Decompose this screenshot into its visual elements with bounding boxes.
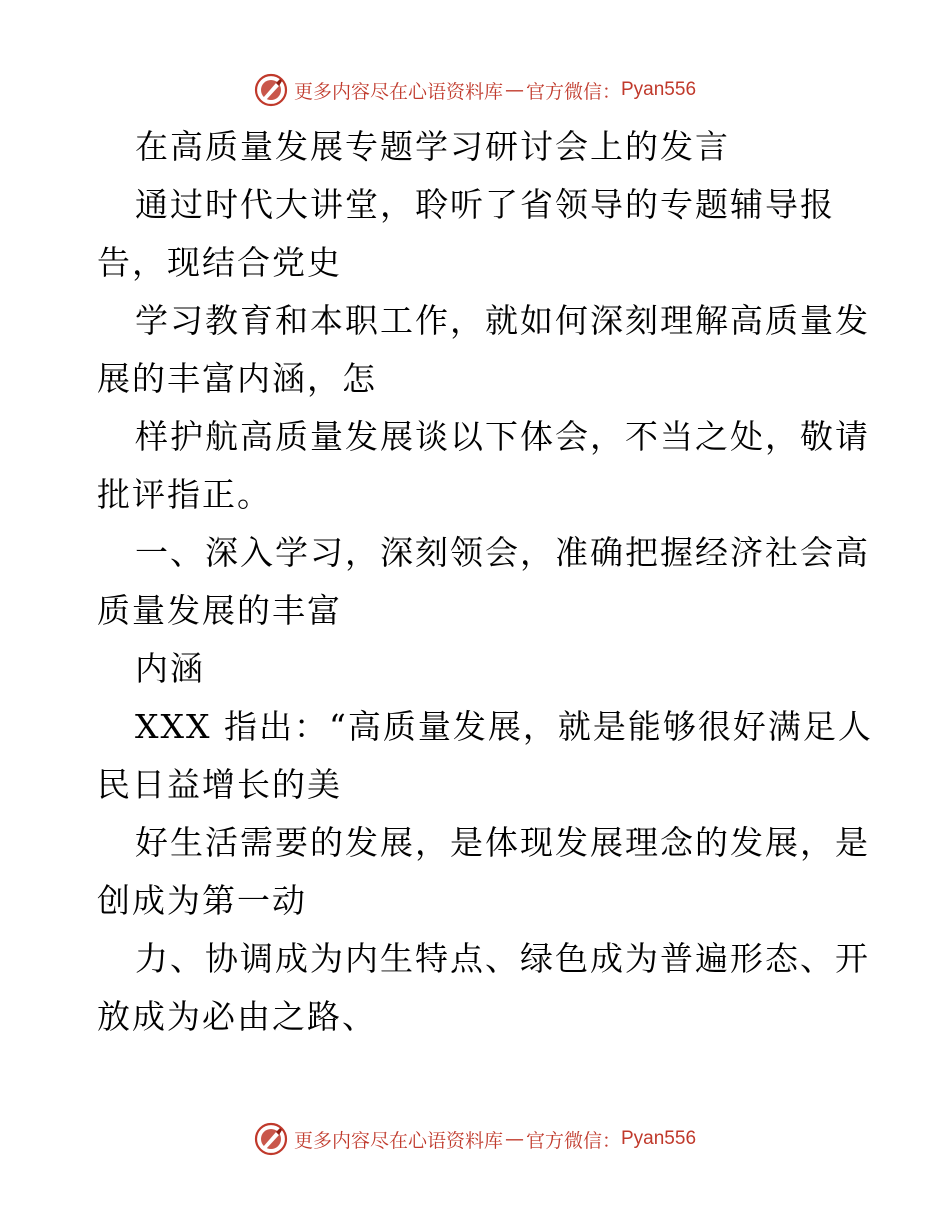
pen-logo-icon xyxy=(254,73,288,107)
header-watermark-banner xyxy=(0,70,950,110)
banner-wechat-label: 官方微信： xyxy=(525,1129,621,1152)
document-title: 在高质量发展专题学习研讨会上的发言 xyxy=(135,127,730,166)
paragraph-line: 民日益增长的美 xyxy=(97,765,342,804)
section-heading-line: 质量发展的丰富 xyxy=(97,591,342,630)
paragraph-line: 放成为必由之路、 xyxy=(97,997,377,1036)
paragraph-line: XXX 指出：“高质量发展，就是能够很好满足人 xyxy=(135,707,873,746)
banner-dash: — xyxy=(504,79,524,101)
banner-dash: — xyxy=(504,1128,524,1150)
banner-wechat-id: Pyan556 xyxy=(621,79,697,100)
banner-wechat-label: 官方微信： xyxy=(525,80,621,103)
pen-logo-icon xyxy=(254,1122,288,1156)
banner-promo-text: 更多内容尽在心语资料库 xyxy=(293,1129,503,1152)
paragraph-line: 学习教育和本职工作，就如何深刻理解高质量发 xyxy=(135,301,870,340)
banner-promo-text: 更多内容尽在心语资料库 xyxy=(293,80,503,103)
paragraph-line: 批评指正。 xyxy=(97,475,272,514)
section-heading-line: 一、深入学习，深刻领会，准确把握经济社会高 xyxy=(135,533,870,572)
footer-watermark-banner xyxy=(0,1119,950,1159)
paragraph-line: 告，现结合党史 xyxy=(97,243,342,282)
paragraph-line: 展的丰富内涵，怎 xyxy=(97,359,377,398)
banner-wechat-id: Pyan556 xyxy=(621,1128,697,1149)
paragraph-line: 创成为第一动 xyxy=(97,881,307,920)
paragraph-line: 样护航高质量发展谈以下体会，不当之处，敬请 xyxy=(135,417,870,456)
paragraph-line: 通过时代大讲堂，聆听了省领导的专题辅导报 xyxy=(135,185,835,224)
paragraph-line: 好生活需要的发展，是体现发展理念的发展，是 xyxy=(135,823,870,862)
section-heading-line: 内涵 xyxy=(135,649,205,688)
document-body xyxy=(97,118,873,1046)
paragraph-line: 力、协调成为内生特点、绿色成为普遍形态、开 xyxy=(135,939,870,978)
